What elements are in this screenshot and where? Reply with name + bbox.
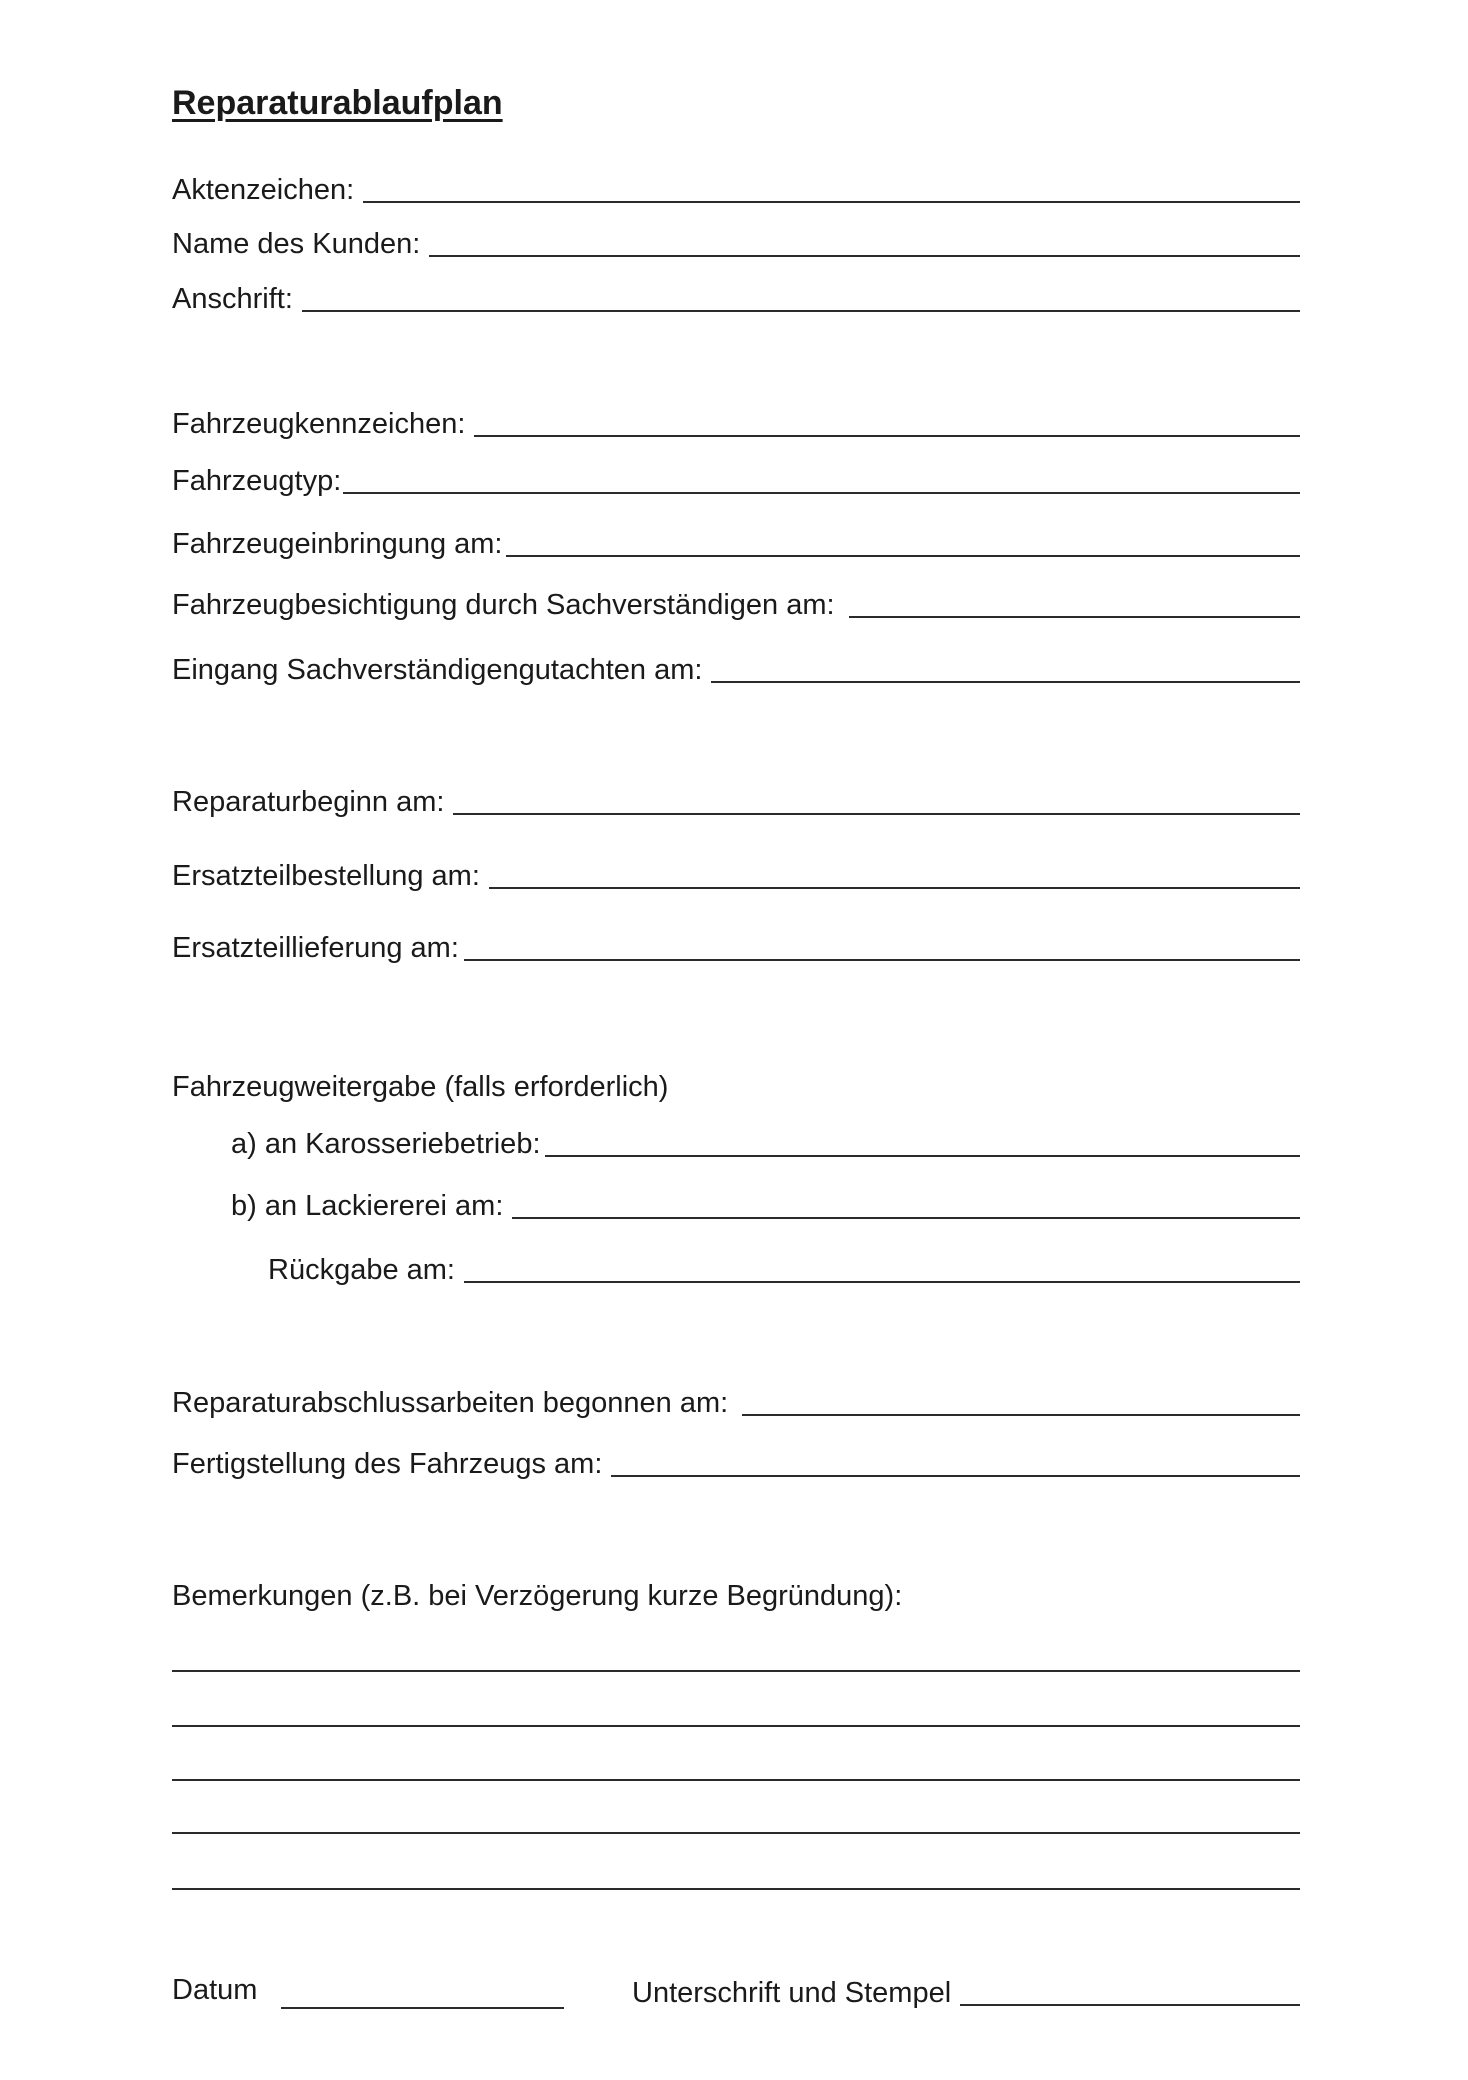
label-abschluss: Reparaturabschlussarbeiten begonnen am: bbox=[172, 1387, 729, 1419]
field-typ bbox=[172, 461, 1300, 497]
label-gutachten: Eingang Sachverständigengutachten am: bbox=[172, 654, 703, 686]
field-bestellung bbox=[172, 856, 1300, 892]
bemerkungen-line[interactable] bbox=[172, 1670, 1300, 1672]
field-besichtigung bbox=[172, 585, 1300, 621]
input-line-kennzeichen[interactable] bbox=[474, 435, 1300, 437]
label-einbringung: Fahrzeugeinbringung am: bbox=[172, 528, 503, 560]
input-line-aktenzeichen[interactable] bbox=[363, 201, 1300, 203]
input-line-bestellung[interactable] bbox=[489, 887, 1300, 889]
field-einbringung bbox=[172, 524, 1300, 560]
bemerkungen-line[interactable] bbox=[172, 1779, 1300, 1781]
label-kennzeichen: Fahrzeugkennzeichen: bbox=[172, 408, 466, 440]
form-title: Reparaturablaufplan bbox=[172, 84, 503, 122]
input-line-lackiererei[interactable] bbox=[512, 1217, 1300, 1219]
field-kunde bbox=[172, 224, 1300, 260]
label-karosserie: a) an Karosseriebetrieb: bbox=[231, 1128, 541, 1160]
weitergabe-heading: Fahrzeugweitergabe (falls erforderlich) bbox=[172, 1071, 669, 1103]
bemerkungen-line[interactable] bbox=[172, 1832, 1300, 1834]
field-aktenzeichen bbox=[172, 170, 1300, 206]
field-reparaturbeginn bbox=[172, 782, 1300, 818]
field-datum bbox=[172, 1970, 564, 2006]
label-aktenzeichen: Aktenzeichen: bbox=[172, 174, 355, 206]
bemerkungen-line[interactable] bbox=[172, 1888, 1300, 1890]
label-lieferung: Ersatzteillieferung am: bbox=[172, 932, 459, 964]
label-besichtigung: Fahrzeugbesichtigung durch Sachverständigen am: bbox=[172, 589, 835, 621]
label-lackiererei: b) an Lackiererei am: bbox=[231, 1190, 504, 1222]
field-gutachten bbox=[172, 650, 1300, 686]
input-line-fertigstellung[interactable] bbox=[611, 1475, 1300, 1477]
field-abschluss bbox=[172, 1383, 1300, 1419]
input-line-datum[interactable] bbox=[281, 2007, 564, 2009]
input-line-abschluss[interactable] bbox=[742, 1414, 1300, 1416]
input-line-rueckgabe[interactable] bbox=[464, 1281, 1300, 1283]
bemerkungen-line[interactable] bbox=[172, 1725, 1300, 1727]
label-fertigstellung: Fertigstellung des Fahrzeugs am: bbox=[172, 1448, 603, 1480]
label-anschrift: Anschrift: bbox=[172, 283, 293, 315]
input-line-unterschrift[interactable] bbox=[960, 2004, 1300, 2006]
label-bestellung: Ersatzteilbestellung am: bbox=[172, 860, 480, 892]
input-line-reparaturbeginn[interactable] bbox=[453, 813, 1300, 815]
field-rueckgabe bbox=[268, 1250, 1300, 1286]
field-unterschrift bbox=[632, 1973, 1300, 2009]
input-line-kunde[interactable] bbox=[429, 255, 1300, 257]
label-kunde: Name des Kunden: bbox=[172, 228, 421, 260]
label-typ: Fahrzeugtyp: bbox=[172, 465, 342, 497]
input-line-besichtigung[interactable] bbox=[849, 616, 1300, 618]
label-reparaturbeginn: Reparaturbeginn am: bbox=[172, 786, 445, 818]
label-datum: Datum bbox=[172, 1974, 258, 2006]
field-lieferung bbox=[172, 928, 1300, 964]
input-line-karosserie[interactable] bbox=[545, 1155, 1301, 1157]
field-kennzeichen bbox=[172, 404, 1300, 440]
input-line-typ[interactable] bbox=[343, 492, 1300, 494]
field-lackiererei bbox=[231, 1186, 1300, 1222]
input-line-gutachten[interactable] bbox=[711, 681, 1300, 683]
label-rueckgabe: Rückgabe am: bbox=[268, 1254, 455, 1286]
label-unterschrift: Unterschrift und Stempel bbox=[632, 1977, 952, 2009]
bemerkungen-label: Bemerkungen (z.B. bei Verzögerung kurze Begründung): bbox=[172, 1580, 903, 1612]
field-fertigstellung bbox=[172, 1444, 1300, 1480]
field-anschrift bbox=[172, 279, 1300, 315]
input-line-lieferung[interactable] bbox=[464, 959, 1300, 961]
field-karosserie bbox=[231, 1124, 1300, 1160]
input-line-einbringung[interactable] bbox=[506, 555, 1300, 557]
input-line-anschrift[interactable] bbox=[302, 310, 1300, 312]
